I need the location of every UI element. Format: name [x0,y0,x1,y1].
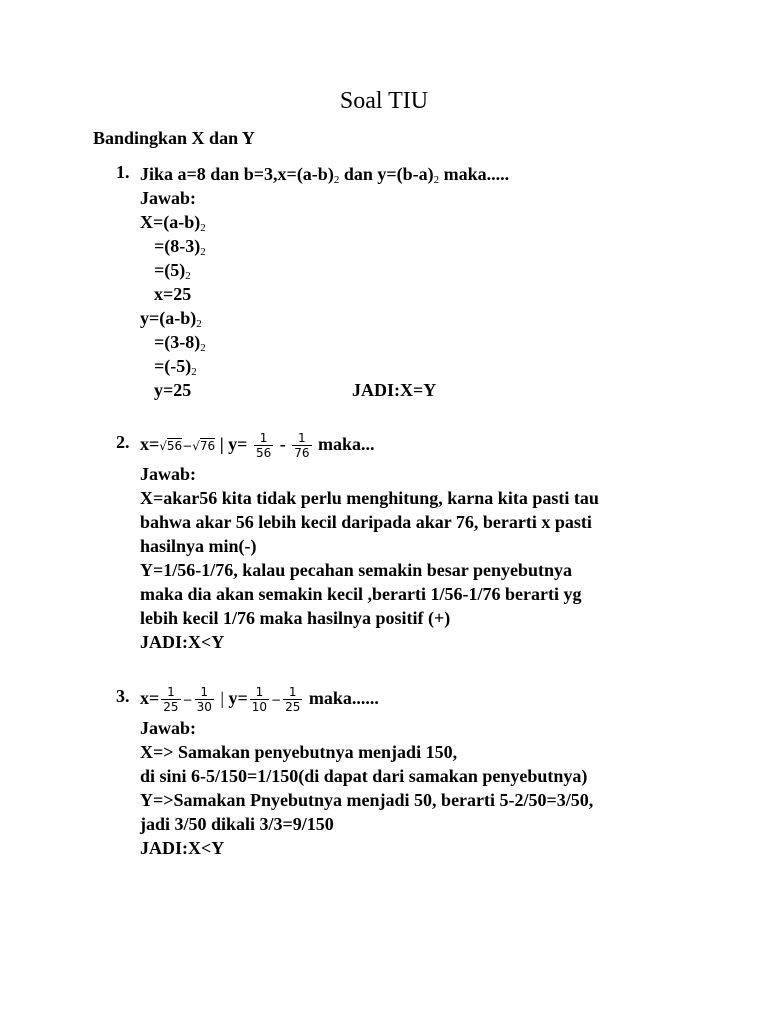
fraction: $\frac{1}{56}$ [255,431,272,461]
answer-line: X=akar56 kita tidak perlu menghitung, karna kita pasti tau [140,488,599,508]
answer-label: Jawab: [140,718,197,738]
conclusion: JADI:X=Y [352,380,437,400]
answer-label: Jawab: [140,464,197,484]
intro-heading: Bandingkan X dan Y [93,128,255,148]
answer-line: $=(-5)_2$ [154,356,197,378]
answer-line: X=> Samakan penyebutnya menjadi 150, [140,742,458,762]
conclusion: JADI:X<Y [140,838,225,858]
fraction: $\frac{1}{30}$ [196,685,212,715]
answer-line: y=25 [154,380,192,400]
answer-line: $X=(a-b)_2$ [140,212,206,234]
conclusion: JADI:X<Y [140,632,225,652]
exponent: 2 [433,174,440,186]
question-number: 2. [116,432,130,452]
answer-line: lebih kecil 1/76 maka hasilnya positif (+) [140,608,451,628]
answer-label: Jawab: [140,188,197,208]
answer-line: di sini 6-5/150=1/150(di dapat dari samakan penyebutnya) [140,766,588,786]
answer-line: $y=(a-b)_2$ [140,308,202,330]
answer-line: $=(5)_2$ [154,260,191,282]
answer-line: Y=>Samakan Pnyebutnya menjadi 50, berarti 5-2/50=3/50, [140,790,594,810]
question-text: x= $\frac{1}{25}$ − $\frac{1}{30}$ | y= $\frac{1}{10}$ − $\frac{1}{25}$ maka...... [140,685,379,715]
question-text-part: maka..... [439,164,510,184]
x-label: x= [140,434,160,454]
question-text: x=√56−√76 | y= $\frac{1}{56}$ - $\frac{1}{76}$ maka... [140,431,375,461]
question-number: 3. [116,686,130,706]
answer-line: x=25 [154,284,192,304]
answer-line: maka dia akan semakin kecil ,berarti 1/56-1/76 berarti yg [140,584,582,604]
question-text-part: Jika a=8 dan b=3,x=(a-b) [140,164,334,184]
fraction: $\frac{1}{25}$ [285,685,301,715]
fraction: $\frac{1}{10}$ [251,685,268,715]
question-number: 1. [116,162,130,182]
question-text-part: dan y=(b-a) [339,164,434,184]
answer-line: Y=1/56-1/76, kalau pecahan semakin besar penyebutnya [140,560,572,580]
answer-line: jadi 3/50 dikali 3/3=9/150 [140,814,334,834]
page-title: Soal TIU [339,88,429,114]
answer-line: bahwa akar 56 lebih kecil daripada akar 76, berarti x pasti [140,512,592,532]
exponent: 2 [333,174,340,186]
sqrt-expression: √56−√76 [159,439,216,453]
fraction: $\frac{1}{25}$ [163,685,179,715]
answer-line: $=(8-3)_2$ [154,236,206,258]
fraction: $\frac{1}{76}$ [294,431,310,461]
answer-line: hasilnya min(-) [140,536,257,556]
answer-line: $=(3-8)_2$ [154,332,206,354]
